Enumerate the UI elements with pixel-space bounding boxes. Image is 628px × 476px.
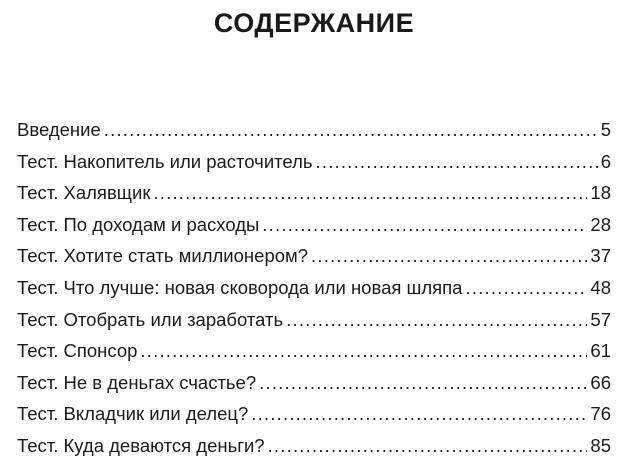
- toc-entry-title: Тест. Вкладчик или делец?: [17, 403, 249, 425]
- toc-entry-page-number: 28: [590, 213, 611, 235]
- dot-leader: [140, 337, 587, 365]
- dot-leader: [153, 179, 587, 207]
- toc-entry-page-number: 66: [590, 371, 611, 393]
- toc-entry-page-number: 6: [600, 150, 611, 172]
- toc-entry-page-number: 57: [590, 308, 611, 330]
- toc-entry-title: Тест. Отобрать или заработать: [17, 308, 284, 330]
- toc-entry-page-number: 5: [600, 119, 611, 140]
- toc-entry-page-number: 48: [590, 276, 611, 298]
- dot-leader: [251, 400, 587, 428]
- toc-entry[interactable]: [17, 400, 611, 432]
- toc-entry[interactable]: [17, 274, 611, 306]
- toc-entry-page-number: 61: [590, 340, 611, 362]
- toc-entry-title: Тест. По доходам и расходы: [17, 213, 260, 235]
- table-of-contents: [17, 116, 611, 464]
- toc-entry-page-number: 85: [590, 434, 611, 456]
- toc-entry-title: Тест. Спонсор: [17, 340, 138, 362]
- toc-entry-page-number: 37: [590, 245, 611, 267]
- toc-entry-page-number: 18: [590, 182, 611, 204]
- toc-entry[interactable]: [17, 211, 611, 243]
- toc-entry[interactable]: [17, 179, 611, 211]
- toc-entry-title: Тест. Халявщик: [17, 182, 151, 204]
- toc-entry[interactable]: [17, 242, 611, 274]
- page-title: СОДЕРЖАНИЕ: [213, 8, 415, 38]
- toc-entry-title: Введение: [17, 119, 101, 140]
- dot-leader: [286, 306, 587, 334]
- toc-entry[interactable]: [17, 148, 611, 180]
- toc-entry-title: Тест. Накопитель или расточитель: [17, 150, 313, 172]
- toc-entry[interactable]: [17, 306, 611, 338]
- toc-entry-title: Тест. Куда деваются деньги?: [17, 434, 265, 456]
- dot-leader: [259, 369, 587, 397]
- toc-entry-page-number: 76: [590, 403, 611, 425]
- toc-entry-title: Тест. Что лучше: новая сковорода или новая шляпа: [17, 276, 463, 298]
- dot-leader: [311, 242, 587, 270]
- dot-leader: [262, 211, 587, 239]
- dot-leader: [465, 274, 587, 302]
- toc-entry[interactable]: [17, 116, 611, 148]
- dot-leader: [316, 148, 598, 176]
- toc-entry-title: Тест. Хотите стать миллионером?: [17, 245, 309, 267]
- toc-entry[interactable]: [17, 432, 611, 464]
- toc-entry[interactable]: [17, 369, 611, 401]
- dot-leader: [104, 116, 598, 144]
- toc-entry[interactable]: [17, 337, 611, 369]
- toc-entry-title: Тест. Не в деньгах счастье?: [17, 371, 257, 393]
- dot-leader: [268, 432, 588, 460]
